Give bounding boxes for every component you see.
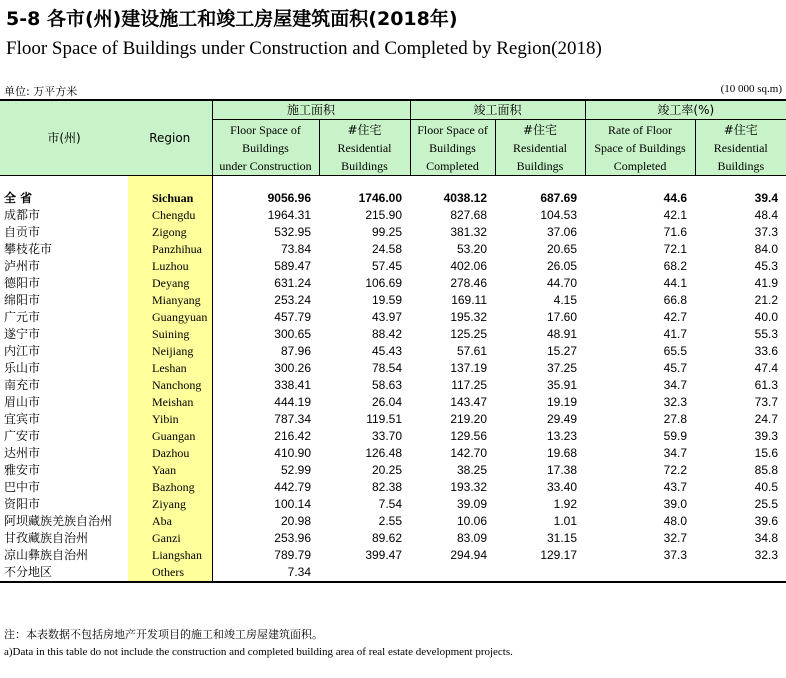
value-cell: 45.7	[663, 361, 688, 375]
value-cell: 41.9	[754, 276, 779, 290]
value-cell: 24.58	[371, 242, 403, 256]
header-region: Region	[128, 100, 212, 176]
value-cell: 4038.12	[443, 191, 488, 205]
header-sub-col-1	[212, 120, 319, 176]
header-sub-line: #住宅	[522, 122, 558, 137]
header-sub-col-2	[319, 120, 410, 176]
region-name-cn: 遂宁市	[0, 326, 128, 343]
value-cell: 40.0	[754, 310, 779, 324]
value-cell: 2.55	[378, 514, 403, 528]
value-cell: 300.65	[274, 327, 311, 341]
value-cell: 338.41	[274, 378, 311, 392]
value-cell	[495, 564, 585, 582]
region-name-en: Luzhou	[128, 258, 212, 275]
table-row	[0, 462, 786, 479]
value-cell: 99.25	[371, 225, 403, 239]
table-row	[0, 428, 786, 445]
region-name-en: Chengdu	[128, 207, 212, 224]
value-cell: 38.25	[456, 463, 488, 477]
header-sub-col-6	[695, 120, 786, 176]
value-cell: 31.15	[547, 531, 578, 545]
value-cell: 444.19	[274, 395, 311, 409]
value-cell: 37.3	[754, 225, 779, 239]
region-name-en: Guangan	[128, 428, 212, 445]
region-name-cn: 广元市	[0, 309, 128, 326]
value-cell: 381.32	[450, 225, 488, 239]
value-cell: 55.3	[754, 327, 779, 341]
value-cell: 253.96	[274, 531, 311, 545]
value-cell: 195.32	[450, 310, 488, 324]
region-name-cn: 乐山市	[0, 360, 128, 377]
value-cell: 129.17	[540, 548, 578, 562]
value-cell: 33.6	[754, 344, 779, 358]
value-cell: 532.95	[274, 225, 311, 239]
table-row	[0, 326, 786, 343]
value-cell: 253.24	[274, 293, 311, 307]
region-name-en: Panzhihua	[128, 241, 212, 258]
value-cell: 687.69	[540, 191, 578, 205]
value-cell: 15.6	[754, 446, 779, 460]
value-cell: 24.7	[754, 412, 779, 426]
value-cell: 17.60	[547, 310, 578, 324]
value-cell: 143.47	[450, 395, 488, 409]
value-cell: 29.49	[547, 412, 578, 426]
value-cell: 78.54	[371, 361, 403, 375]
value-cell: 39.4	[754, 191, 779, 205]
value-cell: 7.34	[212, 564, 319, 582]
value-cell: 39.09	[456, 497, 488, 511]
value-cell: 10.06	[456, 514, 488, 528]
region-name-cn: 绵阳市	[0, 292, 128, 309]
value-cell: 71.6	[663, 225, 688, 239]
value-cell: 219.20	[450, 412, 488, 426]
value-cell: 39.3	[754, 429, 779, 443]
table-row	[0, 530, 786, 547]
value-cell: 59.9	[663, 429, 688, 443]
value-cell: 20.98	[280, 514, 311, 528]
value-cell: 33.70	[371, 429, 403, 443]
region-name-cn: 攀枝花市	[0, 241, 128, 258]
value-cell: 32.3	[663, 395, 688, 409]
value-cell: 65.5	[663, 344, 688, 358]
header-sub-line: Space of Buildings	[594, 140, 686, 155]
table-row	[0, 309, 786, 326]
header-sub-col-3	[410, 120, 495, 176]
header-city: 市(州)	[0, 100, 128, 176]
table-row	[0, 343, 786, 360]
value-cell: 47.4	[754, 361, 779, 375]
region-name-en: Dazhou	[128, 445, 212, 462]
header-sub-line: Residential	[513, 140, 568, 155]
region-name-en: Sichuan	[128, 190, 212, 207]
region-name-en: Ganzi	[128, 530, 212, 547]
header-sub-line: Residential	[337, 140, 392, 155]
table-title-cn: 5-8 各市(州)建设施工和竣工房屋建筑面积(2018年)	[6, 8, 458, 30]
value-cell: 73.7	[754, 395, 779, 409]
value-cell: 37.25	[547, 361, 578, 375]
value-cell: 37.3	[663, 548, 688, 562]
value-cell: 13.23	[547, 429, 578, 443]
region-name-cn: 南充市	[0, 377, 128, 394]
region-name-cn: 阿坝藏族羌族自治州	[0, 513, 128, 530]
value-cell	[695, 564, 786, 582]
value-cell: 125.25	[450, 327, 488, 341]
region-name-en: Neijiang	[128, 343, 212, 360]
region-name-cn: 达州市	[0, 445, 128, 462]
value-cell: 1746.00	[358, 191, 403, 205]
value-cell: 787.34	[274, 412, 311, 426]
region-name-en: Aba	[128, 513, 212, 530]
table-row	[0, 224, 786, 241]
value-cell: 129.56	[450, 429, 488, 443]
header-sub-line: Buildings	[516, 158, 564, 173]
value-cell: 402.06	[450, 259, 488, 273]
value-cell	[319, 564, 410, 582]
value-cell: 45.3	[754, 259, 779, 273]
region-name-cn: 全 省	[0, 190, 128, 207]
value-cell: 53.20	[456, 242, 488, 256]
spacer-row	[0, 176, 786, 191]
value-cell: 57.45	[371, 259, 403, 273]
value-cell: 104.53	[540, 208, 578, 222]
value-cell: 4.15	[553, 293, 578, 307]
value-cell: 126.48	[365, 446, 403, 460]
region-name-en: Leshan	[128, 360, 212, 377]
value-cell: 300.26	[274, 361, 311, 375]
region-name-cn: 广安市	[0, 428, 128, 445]
header-sub-col-5	[585, 120, 695, 176]
floor-space-table	[0, 99, 786, 583]
value-cell: 82.38	[371, 480, 403, 494]
value-cell: 44.70	[547, 276, 578, 290]
value-cell: 1.01	[553, 514, 578, 528]
footnote-cn: 注：本表数据不包括房地产开发项目的施工和竣工房屋建筑面积。	[4, 628, 323, 641]
header-sub-line: Buildings	[717, 158, 765, 173]
table-row	[0, 207, 786, 224]
value-cell: 457.79	[274, 310, 311, 324]
header-group-construction: 施工面积	[212, 100, 410, 120]
header-sub-col-4	[495, 120, 585, 176]
value-cell: 34.8	[754, 531, 779, 545]
table-row	[0, 241, 786, 258]
region-name-en: Ziyang	[128, 496, 212, 513]
table-row	[0, 258, 786, 275]
region-name-cn: 资阳市	[0, 496, 128, 513]
value-cell: 21.2	[754, 293, 779, 307]
value-cell: 7.54	[378, 497, 403, 511]
value-cell: 26.05	[547, 259, 578, 273]
value-cell: 20.25	[371, 463, 403, 477]
footnote-en: a)Data in this table do not include the construction and completed building area of real estate development projects.	[4, 646, 513, 658]
value-cell: 57.61	[456, 344, 488, 358]
region-name-en: Liangshan	[128, 547, 212, 564]
region-name-cn: 自贡市	[0, 224, 128, 241]
table-row	[0, 479, 786, 496]
value-cell: 215.90	[365, 208, 403, 222]
value-cell: 32.7	[663, 531, 688, 545]
table-row	[0, 496, 786, 513]
header-sub-line: Floor Space of	[230, 122, 301, 137]
value-cell: 169.11	[451, 293, 488, 307]
value-cell: 45.43	[371, 344, 403, 358]
value-cell: 827.68	[450, 208, 488, 222]
region-name-en: Suining	[128, 326, 212, 343]
value-cell: 68.2	[663, 259, 688, 273]
value-cell: 58.63	[371, 378, 403, 392]
region-name-cn: 雅安市	[0, 462, 128, 479]
header-sub-line: Buildings	[242, 140, 289, 155]
value-cell: 44.6	[663, 191, 688, 205]
value-cell: 32.3	[754, 548, 779, 562]
table-title-en: Floor Space of Buildings under Construction and Completed by Region(2018)	[6, 38, 602, 59]
value-cell: 44.1	[663, 276, 688, 290]
value-cell: 589.47	[274, 259, 311, 273]
value-cell	[410, 564, 495, 582]
value-cell: 39.6	[754, 514, 779, 528]
value-cell: 89.62	[371, 531, 403, 545]
region-name-cn: 德阳市	[0, 275, 128, 292]
value-cell: 85.8	[754, 463, 779, 477]
region-name-en: Guangyuan	[128, 309, 212, 326]
value-cell: 17.38	[547, 463, 578, 477]
value-cell: 48.0	[663, 514, 688, 528]
header-group-rate: 竣工率(%)	[585, 100, 786, 120]
value-cell: 34.7	[663, 378, 688, 392]
header-sub-line: under Construction	[219, 158, 312, 173]
header-sub-line: Residential	[713, 140, 768, 155]
region-name-en: Yaan	[128, 462, 212, 479]
header-sub-line: Buildings	[429, 140, 476, 155]
value-cell: 84.0	[754, 242, 779, 256]
value-cell: 278.46	[450, 276, 488, 290]
region-name-cn: 不分地区	[0, 564, 128, 582]
region-name-cn: 宜宾市	[0, 411, 128, 428]
value-cell: 20.65	[547, 242, 578, 256]
value-cell: 137.19	[450, 361, 488, 375]
header-sub-line: Completed	[613, 158, 667, 173]
table-row	[0, 445, 786, 462]
region-name-cn: 泸州市	[0, 258, 128, 275]
value-cell: 72.2	[663, 463, 688, 477]
value-cell: 52.99	[280, 463, 311, 477]
header-group-completed: 竣工面积	[410, 100, 585, 120]
table-row	[0, 513, 786, 530]
table-row	[0, 292, 786, 309]
value-cell: 399.47	[365, 548, 403, 562]
region-name-cn: 凉山彝族自治州	[0, 547, 128, 564]
value-cell: 87.96	[280, 344, 311, 358]
value-cell: 216.42	[274, 429, 311, 443]
value-cell: 73.84	[280, 242, 311, 256]
value-cell: 100.14	[274, 497, 311, 511]
header-sub-line: Buildings	[341, 158, 388, 173]
region-name-cn: 眉山市	[0, 394, 128, 411]
table-row	[0, 411, 786, 428]
total-row	[0, 190, 786, 207]
value-cell: 119.51	[366, 412, 403, 426]
value-cell: 9056.96	[267, 191, 311, 205]
region-name-en: Others	[128, 564, 212, 582]
value-cell: 19.59	[371, 293, 403, 307]
value-cell: 33.40	[547, 480, 578, 494]
value-cell	[585, 564, 695, 582]
region-name-cn: 巴中市	[0, 479, 128, 496]
value-cell: 19.68	[547, 446, 578, 460]
value-cell: 42.1	[663, 208, 688, 222]
value-cell: 48.91	[547, 327, 578, 341]
value-cell: 294.94	[450, 548, 488, 562]
region-name-cn: 内江市	[0, 343, 128, 360]
region-name-en: Zigong	[128, 224, 212, 241]
value-cell: 66.8	[663, 293, 688, 307]
value-cell: 40.5	[754, 480, 779, 494]
value-cell: 43.7	[663, 480, 688, 494]
value-cell: 34.7	[663, 446, 688, 460]
value-cell: 1.92	[553, 497, 578, 511]
header-sub-line: Floor Space of	[417, 122, 488, 137]
value-cell: 48.4	[754, 208, 779, 222]
region-name-en: Deyang	[128, 275, 212, 292]
value-cell: 142.70	[450, 446, 488, 460]
table-row	[0, 394, 786, 411]
table-row	[0, 564, 786, 582]
region-name-en: Nanchong	[128, 377, 212, 394]
value-cell: 25.5	[754, 497, 779, 511]
unit-label-en: (10 000 sq.m)	[720, 83, 782, 95]
table-row	[0, 275, 786, 292]
value-cell: 88.42	[371, 327, 403, 341]
value-cell: 117.25	[451, 378, 488, 392]
header-sub-line: Completed	[426, 158, 479, 173]
header-sub-line: Rate of Floor	[608, 122, 673, 137]
value-cell: 106.69	[365, 276, 403, 290]
value-cell: 410.90	[274, 446, 311, 460]
table-row	[0, 547, 786, 564]
region-name-en: Mianyang	[128, 292, 212, 309]
region-name-en: Yibin	[128, 411, 212, 428]
value-cell: 37.06	[547, 225, 578, 239]
unit-label-cn: 单位: 万平方米	[4, 85, 78, 98]
region-name-cn: 成都市	[0, 207, 128, 224]
value-cell: 631.24	[274, 276, 311, 290]
value-cell: 27.8	[663, 412, 688, 426]
value-cell: 72.1	[663, 242, 688, 256]
table-row	[0, 360, 786, 377]
value-cell: 41.7	[663, 327, 688, 341]
header-sub-line: #住宅	[723, 122, 758, 137]
value-cell: 35.91	[547, 378, 578, 392]
value-cell: 19.19	[547, 395, 578, 409]
value-cell: 42.7	[663, 310, 688, 324]
region-name-cn: 甘孜藏族自治州	[0, 530, 128, 547]
value-cell: 789.79	[274, 548, 311, 562]
value-cell: 26.04	[371, 395, 403, 409]
value-cell: 442.79	[274, 480, 311, 494]
region-name-en: Meishan	[128, 394, 212, 411]
value-cell: 83.09	[456, 531, 488, 545]
value-cell: 1964.31	[267, 208, 311, 222]
table-row	[0, 377, 786, 394]
value-cell: 43.97	[371, 310, 403, 324]
value-cell: 39.0	[663, 497, 688, 511]
region-name-en: Bazhong	[128, 479, 212, 496]
value-cell: 193.32	[450, 480, 488, 494]
value-cell: 61.3	[754, 378, 779, 392]
value-cell: 15.27	[547, 344, 578, 358]
header-sub-line: #住宅	[347, 122, 382, 137]
